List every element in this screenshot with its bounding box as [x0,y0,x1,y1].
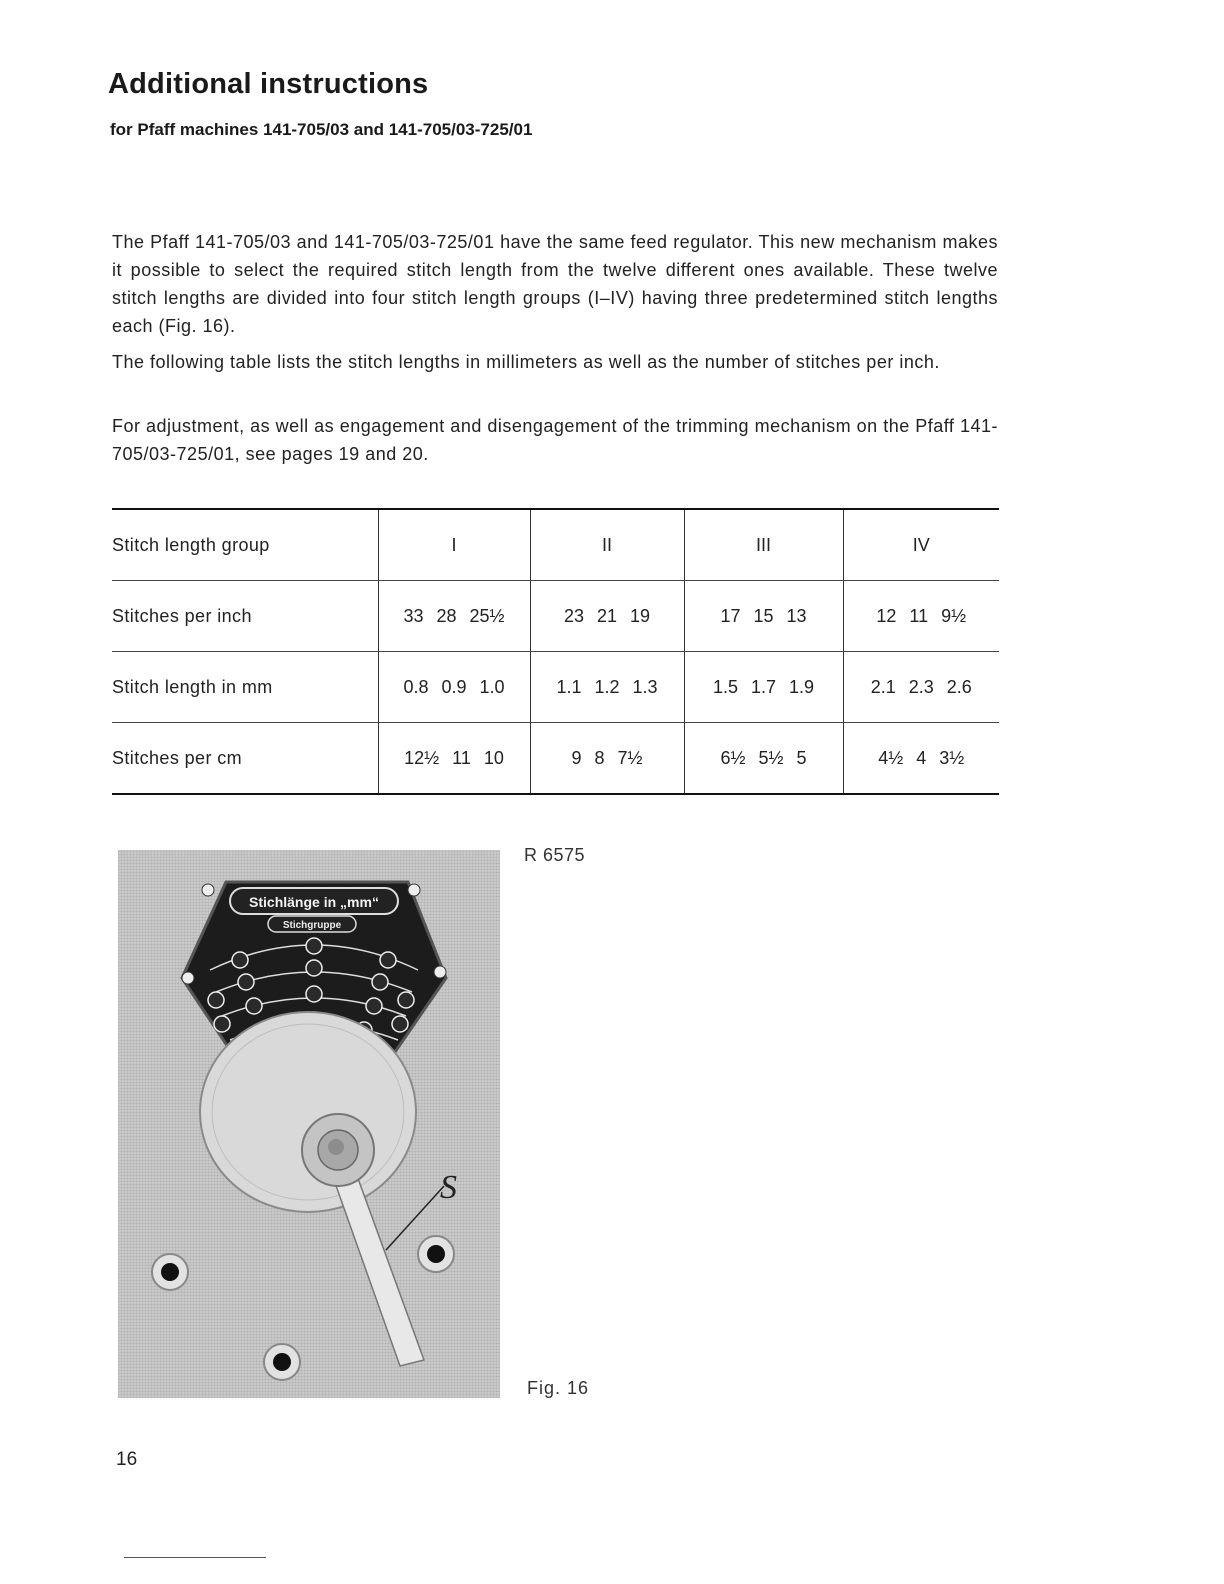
screw-hole-center [427,1245,445,1263]
table-cell: 12½ 11 10 [378,723,530,795]
plate-screw [434,966,446,978]
intro-paragraph: The Pfaff 141-705/03 and 141-705/03-725/01 have the same feed regulator. This new mechanism makes it possible to select the required stitch length from the twelve different ones available. These twelve stitch lengths are divided into four stitch length groups (I–IV) having three predetermined stitch lengths each (Fig. 16). [112,232,998,336]
table-cell: 33 28 25½ [378,581,530,652]
table-cell: 0.8 0.9 1.0 [378,652,530,723]
table-cell: 23 21 19 [530,581,684,652]
plate-subtitle: Stichgruppe [282,920,342,931]
table-row [112,581,999,652]
table-cell: 12 11 9½ [843,581,999,652]
table-cell: 6½ 5½ 5 [684,723,843,795]
trimming-reference-paragraph: For adjustment, as well as engagement and disengagement of the trimming mechanism on the Pfaff 141-705/03-725/01, see pages 19 and 20. [112,416,998,464]
figure-caption: Fig. 16 [527,1378,590,1398]
table-cell: 4½ 4 3½ [843,723,999,795]
table-cell: II [530,509,684,581]
table-cell: 1.1 1.2 1.3 [530,652,684,723]
page-title: Additional instructions [108,68,429,100]
table-row [112,652,999,723]
lever-hub-center [328,1139,344,1155]
table-cell: I [378,509,530,581]
screw-hole-center [273,1353,291,1371]
feed-regulator-photo [118,850,500,1398]
page-number: 16 [116,1449,138,1470]
dial-knob [200,1012,416,1212]
lever-label: S [440,1169,457,1206]
table-cell: 17 15 13 [684,581,843,652]
plate-screw [408,884,420,896]
table-row [112,509,999,581]
stitch-length-table [112,508,999,795]
feed-regulator-illustration [118,850,500,1398]
plate-screw [182,972,194,984]
table-cell: 9 8 7½ [530,723,684,795]
row-label: Stitch length group [112,509,378,581]
bottom-rule [124,1557,266,1558]
row-label: Stitches per inch [112,581,378,652]
table-cell: III [684,509,843,581]
table-cell: 1.5 1.7 1.9 [684,652,843,723]
table-cell: IV [843,509,999,581]
reference-code: R 6575 [524,845,586,865]
page-subtitle: for Pfaff machines 141-705/03 and 141-705/03-725/01 [110,120,533,139]
table-cell: 2.1 2.3 2.6 [843,652,999,723]
plate-title: Stichlänge in „mm“ [249,894,379,910]
table-row [112,723,999,795]
row-label: Stitches per cm [112,747,243,768]
screw-hole-center [161,1263,179,1281]
plate-screw [202,884,214,896]
row-label: Stitch length in mm [112,652,378,723]
table-intro-paragraph: The following table lists the stitch lengths in millimeters as well as the number of stitches per inch. [112,352,940,372]
